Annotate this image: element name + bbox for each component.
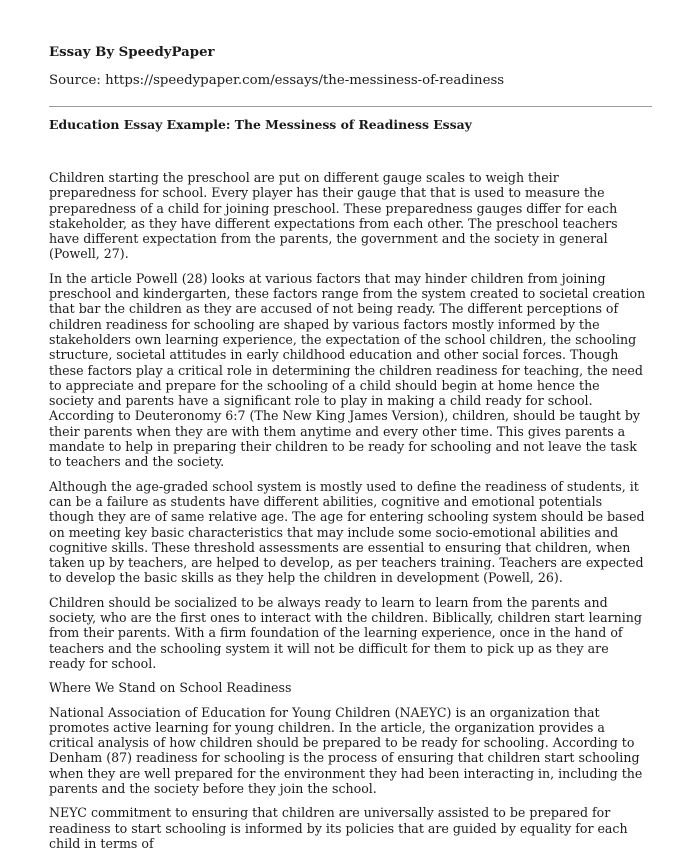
essay-paragraph: In the article Powell (28) looks at various factors that may hinder children from joining preschool and kindergarten, these factors range from the system created to societal creation that bar the children as they are accused of not being ready. The different perceptions of children readiness for schooling are shaped by various factors mostly informed by the stakeholders own learning experience, the expectation of the school children, the schooling structure, societal attitudes in early childhood education and other social forces. Though these factors play a critical role in determining the children readiness for teaching, the need to appreciate and prepare for the schooling of a child should begin at home hence the society and parents have a significant role to play in making a child ready for school. According to Deuteronomy 6:7 (The New King James Version), children, should be taught by their parents when they are with them anytime and every other time. This gives parents a mandate to help in preparing their children to be ready for schooling and not leave the task to teachers and the society.: [49, 270, 646, 470]
essay-paragraph: Children starting the preschool are put on different gauge scales to weigh their preparedness for school. Every player has their gauge that that is used to measure the preparedness of a child for joining preschool. These preparedness gauges differ for each stakeholder, as they have different expectations from each other. The preschool teachers have different expectation from the parents, the government and the society in general (Powell, 27).: [49, 170, 618, 262]
essay-paragraph: NEYC commitment to ensuring that children are universally assisted to be prepared for readiness to start schooling is informed by its policies that are guided by equality for each child in terms of: [49, 805, 628, 851]
essay-body: [49, 170, 646, 851]
source-label: Source:: [49, 73, 106, 88]
essay-paragraph: National Association of Education for Young Children (NAEYC) is an organization that promotes active learning for young children. In the article, the organization provides a critical analysis of how children should be prepared to be ready for schooling. According to Denham (87) readiness for schooling is the process of ensuring that children start schooling when they are well prepared for the environment they had been interacting in, including the parents and the society before they join the school.: [49, 704, 643, 796]
section-heading: Where We Stand on School Readiness: [49, 680, 292, 696]
source-line: [49, 72, 646, 89]
essay-paragraph: Children should be socialized to be always ready to learn to learn from the parents and society, who are the first ones to interact with the children. Biblically, children start learning from their parents. With a firm foundation of the learning experience, once in the hand of teachers and the schooling system it will not be difficult for them to pick up as they are ready for school.: [49, 594, 642, 671]
header-divider: [49, 106, 652, 107]
source-url[interactable]: https://speedypaper.com/essays/the-messiness-of-readiness: [105, 73, 505, 88]
essay-title: Education Essay Example: The Messiness of Readiness Essay: [49, 117, 472, 132]
site-title: Essay By SpeedyPaper: [49, 45, 215, 60]
essay-paragraph: Although the age-graded school system is mostly used to define the readiness of students, it can be a failure as students have different abilities, cognitive and emotional potentials though they are of same relative age. The age for entering schooling system should be based on meeting key basic characteristics that may include some socio-emotional abilities and cognitive skills. These threshold assessments are essential to ensuring that children, when taken up by teachers, are helped to develop, as per teachers training. Teachers are expected to develop the basic skills as they help the children in development (Powell, 26).: [49, 478, 645, 586]
